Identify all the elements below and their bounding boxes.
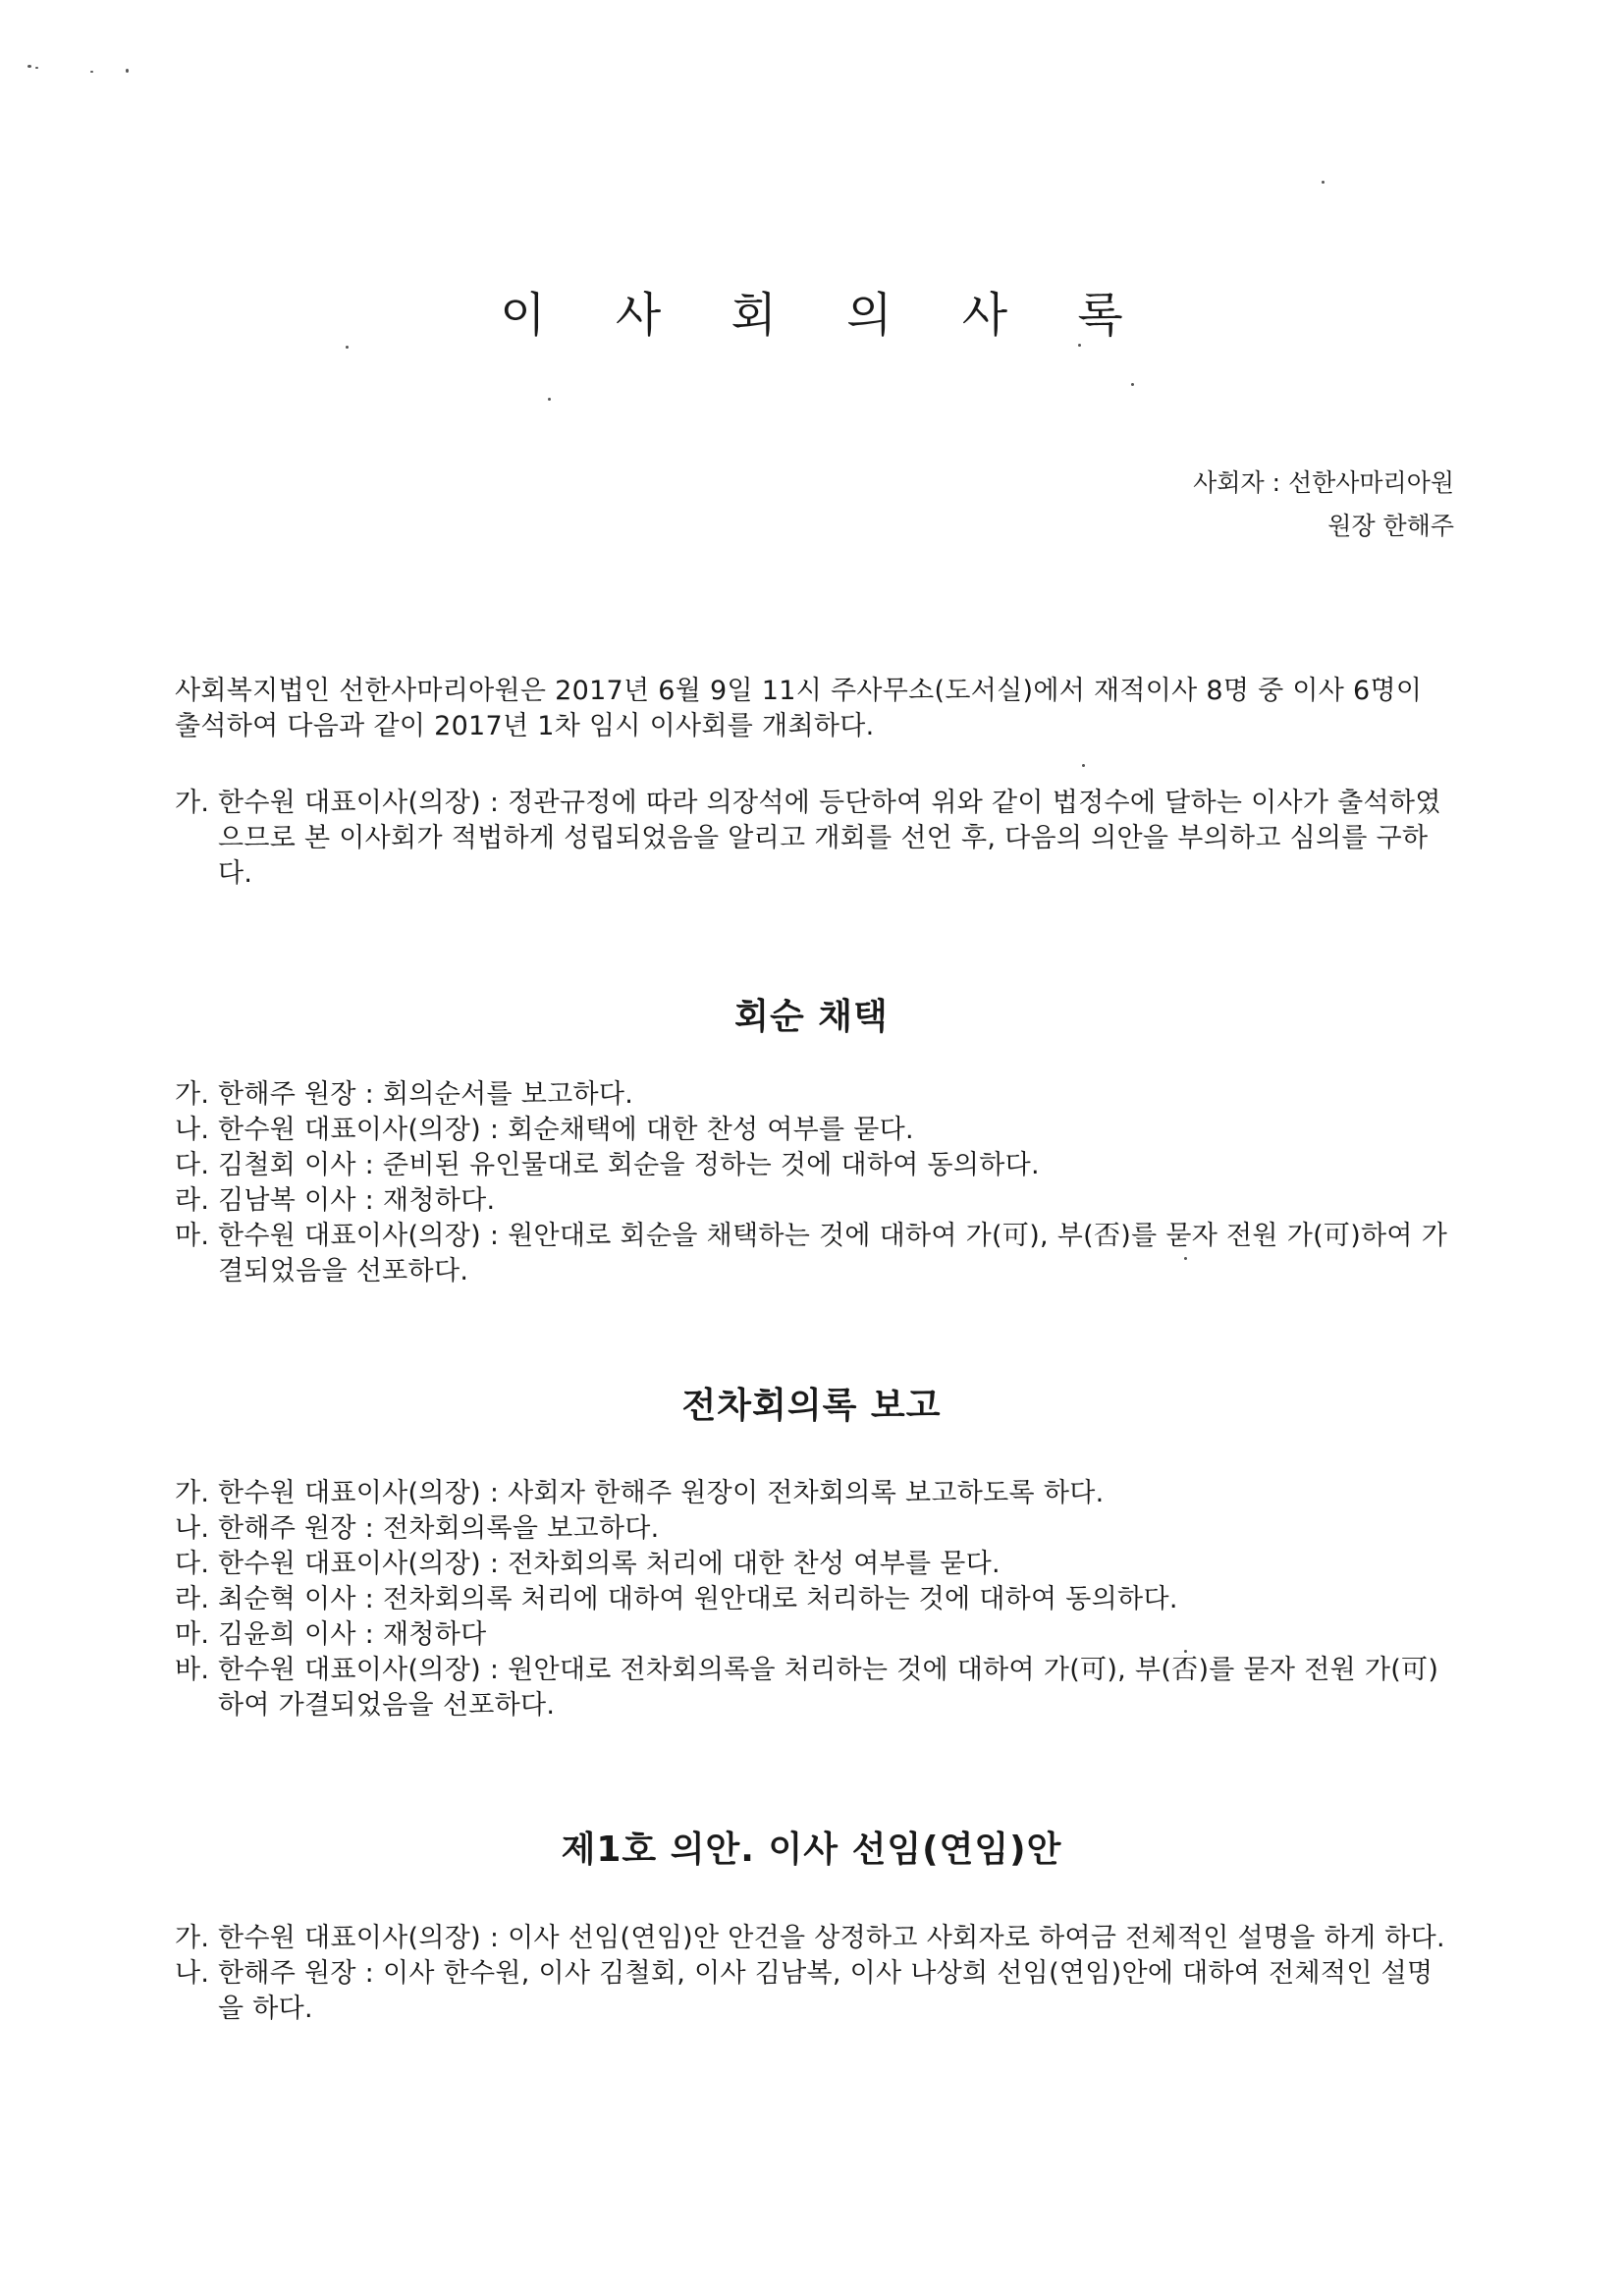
item-text: 한수원 대표이사(의장) : 원안대로 회순을 채택하는 것에 대하여 가(可), 부(否)를 묻자 전원 가(可)하여 가결되었음을 선포하다. bbox=[218, 1221, 1448, 1286]
document-title: 이 사 회 의 사 록 bbox=[500, 288, 1151, 343]
list-item bbox=[175, 1547, 1451, 1582]
item-marker: 다. bbox=[175, 1549, 210, 1579]
item-text: 한수원 대표이사(의장) : 회순채택에 대한 찬성 여부를 묻다. bbox=[218, 1115, 914, 1145]
list-item bbox=[175, 1653, 1451, 1723]
list-item bbox=[175, 1148, 1451, 1183]
list-item bbox=[175, 1511, 1451, 1547]
item-marker: 라. bbox=[175, 1584, 210, 1614]
item-marker: 나. bbox=[175, 1958, 210, 1989]
item-marker: 가. bbox=[175, 788, 210, 818]
item-marker: 가. bbox=[175, 1923, 210, 1953]
list-item bbox=[175, 1113, 1451, 1148]
item-marker: 가. bbox=[175, 1079, 210, 1110]
item-marker: 나. bbox=[175, 1513, 210, 1544]
section-list-previous-minutes bbox=[175, 1476, 1451, 1723]
section-list-director-appointment bbox=[175, 1921, 1451, 2027]
item-text: 한수원 대표이사(의장) : 이사 선임(연임)안 안건을 상정하고 사회자로 하여금 전체적인 설명을 하게 하다. bbox=[218, 1923, 1445, 1953]
item-text: 한해주 원장 : 회의순서를 보고하다. bbox=[218, 1079, 634, 1110]
list-item bbox=[175, 1077, 1451, 1113]
list-item bbox=[175, 1956, 1451, 2027]
section-list-agenda-adoption bbox=[175, 1077, 1451, 1289]
section-heading-previous-minutes: 전차회의록 보고 bbox=[681, 1386, 942, 1426]
section-heading-director-appointment: 제1호 의안. 이사 선임(연임)안 bbox=[561, 1830, 1062, 1870]
item-text: 김윤희 이사 : 재청하다 bbox=[218, 1619, 487, 1650]
item-marker: 마. bbox=[175, 1619, 210, 1650]
item-text: 한수원 대표이사(의장) : 원안대로 전차회의록을 처리하는 것에 대하여 가(可), 부(否)를 묻자 전원 가(可)하여 가결되었음을 선포하다. bbox=[218, 1655, 1439, 1721]
item-text: 한수원 대표이사(의장) : 사회자 한해주 원장이 전차회의록 보고하도록 하다. bbox=[218, 1478, 1105, 1508]
item-text: 한해주 원장 : 이사 한수원, 이사 김철회, 이사 김남복, 이사 나상희 선임(연임)안에 대하여 전체적인 설명을 하다. bbox=[218, 1958, 1434, 2024]
presenter-line-name: 원장 한해주 bbox=[1327, 512, 1454, 540]
list-item bbox=[175, 1582, 1451, 1617]
item-marker: 다. bbox=[175, 1150, 210, 1180]
presenter-line-organization: 사회자 : 선한사마리아원 bbox=[1193, 468, 1454, 497]
item-text: 김철회 이사 : 준비된 유인물대로 회순을 정하는 것에 대하여 동의하다. bbox=[218, 1150, 1040, 1180]
item-text: 김남복 이사 : 재청하다. bbox=[218, 1185, 496, 1216]
item-text: 최순혁 이사 : 전차회의록 처리에 대하여 원안대로 처리하는 것에 대하여 동의하다. bbox=[218, 1584, 1178, 1614]
item-marker: 가. bbox=[175, 1478, 210, 1508]
item-marker: 라. bbox=[175, 1185, 210, 1216]
list-item bbox=[175, 1921, 1451, 1956]
list-item bbox=[175, 1183, 1451, 1219]
list-item bbox=[175, 1476, 1451, 1511]
item-marker: 마. bbox=[175, 1221, 210, 1251]
intro-paragraph: 사회복지법인 선한사마리아원은 2017년 6월 9일 11시 주사무소(도서실)에서 재적이사 8명 중 이사 6명이 출석하여 다음과 같이 2017년 1차 임시 이사회를 개최하다. bbox=[175, 676, 1423, 741]
item-text: 한수원 대표이사(의장) : 전차회의록 처리에 대한 찬성 여부를 묻다. bbox=[218, 1549, 1001, 1579]
presenter-block bbox=[1193, 462, 1454, 548]
item-text: 한해주 원장 : 전차회의록을 보고하다. bbox=[218, 1513, 660, 1544]
list-item bbox=[175, 1617, 1451, 1653]
section-heading-agenda-adoption: 회순 채택 bbox=[734, 997, 889, 1037]
list-item bbox=[175, 1219, 1451, 1289]
opening-item bbox=[175, 786, 1451, 892]
item-marker: 나. bbox=[175, 1115, 210, 1145]
item-marker: 바. bbox=[175, 1655, 210, 1685]
item-text: 한수원 대표이사(의장) : 정관규정에 따라 의장석에 등단하여 위와 같이 법정수에 달하는 이사가 출석하였으므로 본 이사회가 적법하게 성립되었음을 알리고 개회를 선언 후, 다음의 의안을 부의하고 심의를 구하다. bbox=[218, 788, 1441, 889]
